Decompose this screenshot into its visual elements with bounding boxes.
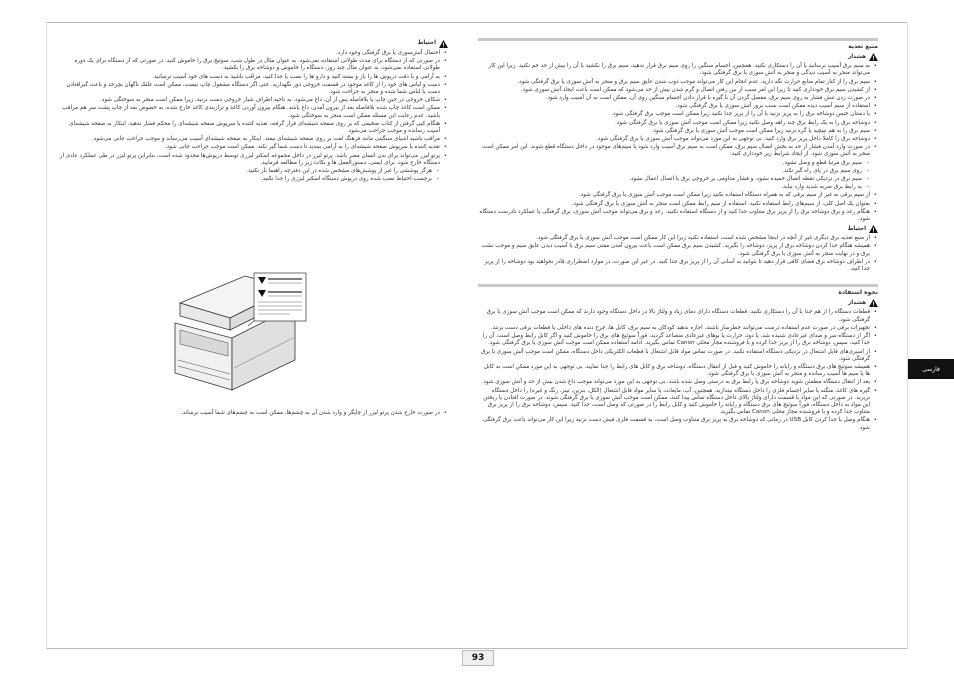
list-item: • از اسپری‌های قابل اشتعال در نزدیکی دستگاه استفاده نکنید. در صورت تماس مواد قابل اشتعال با قطعات الکتریکی داخل دستگاه، ممکن است موجب آتش سوزی یا برق گرفتگی شود. — [478, 349, 870, 363]
warning-triangle-icon — [869, 225, 878, 233]
warning-title: هشدار — [848, 53, 866, 60]
sub-list-item: - روی سیم برق در پای راه گیر نکند. — [478, 168, 870, 175]
section-title-handling: نحوه استفاده — [838, 289, 878, 297]
page-border-top — [46, 22, 908, 23]
list-item: • گیره های کاغذ، منگنه یا سایر اجسام فلزی را داخل دستگاه نیندازید. همچنین، آب، مایعات، یا سایر مواد قابل اشتعال (الکل، بنزین، تینر، رنگ و غیره) را داخل دستگاه نریزید. در صورتی که این مواد با قسمت دارای ولتاژ بالای داخل دستگاه تماس پیدا کنند، ممکن است موجب آتش سوزی یا برق گرفتگی شوند. در صورت افتادن یا ریختن این مواد به داخل دستگاه، فوراً سوئیچ های برق دستگاه و رایانه را خاموش کنید و کابل رابط را در صورتی که وصل است، جدا کنید. سپس، دوشاخه برق را از پریز برق متناوب جدا کرده و با فروشنده مجاز محلی Canon تماس بگیرید. — [478, 388, 870, 417]
list-item: • در اطراف دوشاخه برق فضای کافی قرار دهید تا بتوانید به آسانی آن را از پریز برق جدا کنید. در غیر این صورت، در موارد اضطراری قادر نخواهید بود دوشاخه را از پریز جدا کنید. — [478, 259, 870, 273]
list-item: • از سیم برقی به غیر از سیم برقی که به همراه دستگاه استفاده نکنید زیرا ممکن است موجب آتش سوزی یا برق گرفتگی شود. — [478, 192, 870, 199]
list-item: • در صورتی که از دستگاه برای مدت طولانی استفاده نمی‌شود، به عنوان مثال در طول شب، سوئیچ برق را خاموش کنید. در صورتی که از دستگاه برای یک دوره طولانی استفاده نمی‌شود، به عنوان مثال چند روز، دستگاه را خاموش و دوشاخه برق را بکشید. — [58, 58, 440, 72]
left-column — [58, 38, 448, 184]
handling-warning-list — [478, 309, 878, 431]
list-item: - هرگز پوششی را غیر از پوشش‌های مشخص شده در این دفترچه راهنما باز نکنید. — [58, 168, 440, 175]
warning-heading-handling — [478, 299, 878, 307]
caution-title: احتیاط — [417, 40, 436, 47]
list-item: • شکاف خروجی در حین چاپ یا بلافاصله پس از آن، داغ می‌شود. به ناحیه اطراف شیار خروجی دست نزنید، زیرا ممکن است منجر به سوختگی شود. — [58, 97, 440, 104]
list-item: • همیشه هنگام جدا کردن دوشاخه برق از پریز، دوشاخه را بگیرید. کشیدن سیم برق ممکن است باعث بیرون آمدن مفتی سیم برق یا آسیب دیدن عایق سیم و موجب نشت برق و در نهایت منجر به آتش سوزی یا برق گرفتگی شود. — [478, 243, 870, 257]
list-item: • با دستان خیس دوشاخه برق را به پریز نزنید یا آن را از پریز جدا نکنید زیرا ممکن است موجب برق گرفتگی شود. — [478, 111, 870, 118]
list-item: • همیشه سوئیچ های برق دستگاه و رایانه را خاموش کنید و قبل از انتقال دستگاه، دوشاخه برق و کابل های رابط را جدا نمایید. بی توجهی به این مورد ممکن است به کابل ها یا سیم ها آسیب رسانده و منجر به آتش سوزی یا برق گرفتگی شود. — [478, 364, 870, 378]
list-item: • سیم برق را از کنار تمام منابع حرارت نگه دارید. عدم انجام این کار می‌تواند موجب ذوب شدن عایق سیم برق و منجر به آتش سوزی یا برق گرفتگی شود. — [478, 79, 870, 86]
list-item: • سیم برق را به هم نپیچید یا گره نزنید زیرا ممکن است موجب آتش سوزی یا برق گرفتگی شود. — [478, 128, 870, 135]
caution-heading-power — [478, 225, 878, 233]
right-column — [478, 38, 878, 433]
warning-triangle-icon — [869, 53, 878, 61]
laser-note-block — [58, 410, 448, 418]
list-item: • به سیم برق آسیب نرسانید یا آن را دستکاری نکنید. همچنین، اجسام سنگین را روی سیم برق قرار ندهید، سیم برق را نکشید یا آن را بیش از حد خم نکنید. زیرا این کار می‌تواند منجر به آسیب دیدگی و منجر به آتش سوزی یا برق گرفتگی شود. — [478, 63, 870, 77]
page-border-bottom — [46, 648, 908, 649]
list-item: • هنگام رعد و برق دوشاخه برق را از پریز برق متناوب جدا کنید و از دستگاه استفاده نکنید. رعد و برق می‌تواند موجب آتش سوزی، برق گرفتگی یا عملکرد نادرست دستگاه شود. — [478, 209, 870, 223]
list-item: • تجهیزات برقی در صورت عدم استفاده درست می‌توانند خطرساز باشند. اجازه ندهید کودکان به سیم برق، کابل ها، چرخ دنده های داخلی یا قطعات برقی دست بزنند. — [478, 325, 870, 332]
list-item: • در صورت وارد آمدن فشار از حد به بخش اتصال سیم برق، ممکن است به سیم برق آسیب وارد شود یا سیم‌های موجود در داخل دستگاه قطع شوند. این امر ممکن است منجر به آتش سوزی شود. از ایجاد شرایط زیر خودداری کنید: — [478, 144, 870, 158]
list-item: • استفاده از سیم آسیب دیده ممکن است سبب بروز آتش سوزی یا برق گرفتگی شود. — [478, 103, 870, 110]
sub-list-item: - به رابط برق ضربه شدید وارد نیاید. — [478, 184, 870, 191]
list-item: • دوشاخه برق را کاملا داخل پریز برق وارد کنید. بی توجهی به این مورد می‌تواند موجب آتش سوزی یا برق گرفتگی شود. — [478, 136, 870, 143]
power-caution-list — [478, 235, 878, 273]
list-item: • ممکن است کاغذ چاپ شده بلافاصله بعد از بیرون آمدن، داغ باشد. هنگام بیرون آوردن کاغذ و ترازبندی کاغذ خارج شده، به خصوص بعد از چاپ پشت سر هم مراقب باشید. عدم رعایت این مسئله ممکن است منجر به سوختگی شود. — [58, 105, 440, 119]
list-item: • از کشیدن سیم برق خودداری کنید تا زیرا این امر سبب از بین رفتن اتصال و گرم شدن بیش از حد می‌شود که ممکن است باعث ایجاد آتش سوزی شود. — [478, 87, 870, 94]
list-item: • پرتو لیزر می‌تواند برای بدن انسان مضر باشد. پرتو لیزر در داخل مجموعه اسکنر لیزری توسط درپوش‌ها محدود شده است، بنابراین پرتو لیزر در طی عملکرد عادی از دستگاه خارج شود. برای ایمنی، دستورالعمل ها و نکات زیر را مطالعه فرمایید. — [58, 153, 440, 167]
list-item: • قطعات دستگاه را از هم جدا یا آن را دستکاری نکنید. قطعات دستگاه دارای دمای زیاد و ولتاژ بالا در داخل دستگاه وجود دارند که ممکن است موجب آتش سوزی یا برق گرفتگی شود. — [478, 309, 870, 323]
list-item: • دست و لباس های خود را از کاغذ موجود در قسمت خروجی دور نگهدارید. حتی اگر دستگاه مشغول چاپ نیست، ممکن است غلتک ناگهان بچرخد و باعث گیرافتادن دست یا لباس شما شده و منجر به جراحت شود. — [58, 82, 440, 96]
warning-triangle-icon — [439, 40, 448, 48]
list-item: • هنگام وصل یا جدا کردن کابل USB در زمانی که دوشاخه برق به پریز برق متناوب وصل است، به قسمت فلزی فیش دست نزنید زیرا این کار می‌تواند باعث برق گرفتگی شود. — [478, 417, 870, 431]
section-title-power: منبع تغذیه — [848, 43, 878, 50]
list-item: • تغذیه کننده یا سرپوش صفحه شیشه‌ای را به آرامی ببندید تا دست شما گیر نکند. ممکن است موجب جراحت جانی شود. — [58, 144, 440, 151]
caution-list — [58, 50, 448, 183]
list-item: • به آرامی و با دقت درپوش ها را باز و بسته کنید و دارو ها را نصب یا جدا کنید. مراقب باشید به دست های خود آسیب نرسانید. — [58, 74, 440, 81]
section-divider — [478, 284, 878, 287]
language-tab[interactable]: فارسی — [908, 359, 954, 379]
list-item: • دوشاخه برق را به یک رابط برق چند راهه وصل نکنید زیرا ممکن است موجب آتش سوزی یا برق گرفتگی شود. — [478, 120, 870, 127]
list-item: - برچسب احتیاط نصب شده روی درپوش دستگاه اسکنر لیزری را جدا نکنید. — [58, 176, 440, 183]
section-divider — [478, 38, 878, 41]
page-number: 93 — [462, 650, 494, 666]
list-item: • در صورت زدن تنش فشار به روی سیم برق، مفصل گردن آن با گیره یا قرار دادن اجسام سنگین روی آن، ممکن است به آن آسیب وارد شود. — [478, 95, 870, 102]
list-item: • از منبع تغذیه برق دیگری غیر از آنچه در اینجا مشخص شده است، استفاده نکنید زیرا این کار ممکن است موجب آتش سوزی یا برق گرفتگی شود. — [478, 235, 870, 242]
power-warning-list — [478, 63, 878, 223]
warning-heading — [478, 53, 878, 61]
list-item: • بعنوان یک اصل کلی، از سیم‌های رابط استفاده نکنید. استفاده از سیم رابط ممکن است منجر به آتش سوزی یا برق گرفتگی شود. — [478, 201, 870, 208]
list-item: • احتمال آتش‌سوزی یا برق گرفتگی وجود دارد. — [58, 50, 440, 57]
page-border-left — [46, 22, 47, 649]
sub-list-item: - سیم برق در نزدیکی نقطه اتصال خمیده نشود، و فشار مداومی بر خروجی برق یا اتصال اعمال نشود. — [478, 176, 870, 183]
list-item: • مراقب باشید اشیای سنگینی مانند فرهنگ لغت بر روی صفحه شیشه‌ای نیفتد. اینکار به صفحه شیشه‌ای آسیب می‌رساند و موجب جراحت جانی می‌شود. — [58, 136, 440, 143]
caution-heading — [58, 40, 448, 48]
printer-illustration — [150, 268, 310, 398]
warning-title: هشدار — [848, 299, 866, 306]
list-item: • بعد از انتقال دستگاه مطمئن شوید دوشاخه برق یا رابط برق به درستی وصل شده باشد. بی توجهی به این مورد می‌تواند موجب داغ شدن بیش از حد و آتش سوزی شود. — [478, 379, 870, 386]
list-item: • اگر از دستگاه سر و صدای غیرعادی شنیده شد، یا دود، حرارت یا بوهای غیرعادی متصاعد گردید، فوراً سوئیچ های برق را خاموش کنید و اگر کابل رابط وصل است، آن را جدا کنید. سپس، دوشاخه برق را از پریز جدا کرده و با فروشنده مجاز محلی Canon تماس بگیرید. ادامه استفاده ممکن است موجب آتش سوزی یا برق گرفتگی شود. — [478, 333, 870, 347]
sub-list-item: - سیم برق مرتبا قطع و وصل نشود. — [478, 160, 870, 167]
caution-title: احتیاط — [847, 225, 866, 232]
laser-note-list — [58, 410, 448, 417]
list-item: • هنگام کپی گرفتن از کتاب ضخیمی که بر روی صفحه شیشه‌ای قرار گرفته، تغذیه کننده یا سرپوش صفحه شیشه‌ای را محکم فشار ندهید. اینکار به صفحه شیشه‌ای آسیب رسانده و موجب جراحت می‌شود. — [58, 121, 440, 135]
warning-triangle-icon — [869, 299, 878, 307]
page-border-right — [907, 22, 908, 649]
laser-note: • در صورت خارج شدن پرتو لیزر از چاپگر و وارد شدن آن به چشم‌ها، ممکن است به چشم‌های شما آسیب برساند. — [58, 410, 440, 417]
